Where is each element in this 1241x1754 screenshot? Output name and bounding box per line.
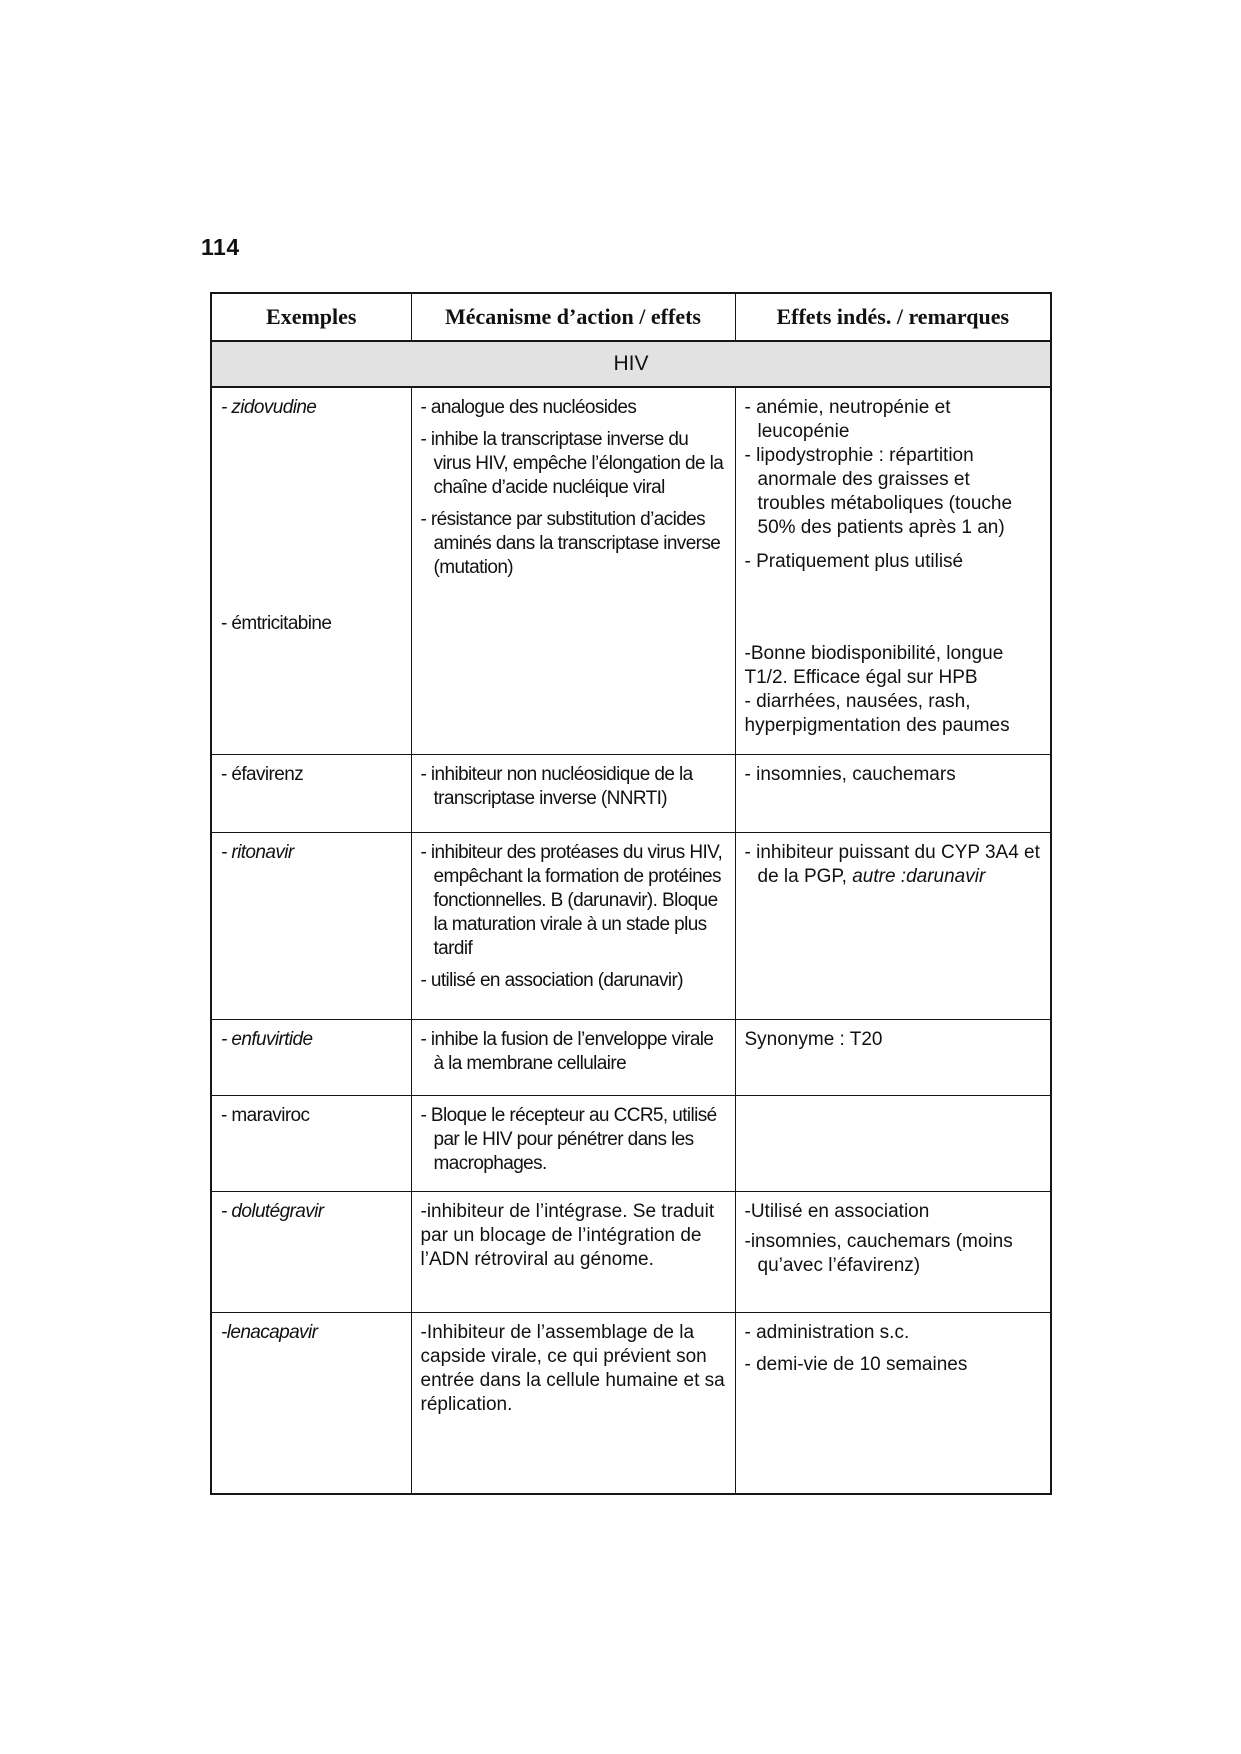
mechanism-cell: [411, 754, 735, 832]
examples-cell: [211, 1312, 411, 1494]
drug-name: [221, 763, 403, 787]
effect-item: [745, 1200, 1043, 1224]
text-segment: - dolutégravir: [221, 1200, 324, 1222]
drug-name: [221, 396, 403, 420]
text-segment: Synonyme : T20: [744, 1028, 883, 1050]
text-segment: - inhibiteur non nucléosidique de la transcriptase inverse (NNRTI): [420, 763, 693, 809]
column-header-exemples: Exemples: [211, 293, 411, 341]
text-segment: - résistance par substitution d’acides aminés dans la transcriptase inverse (mutation): [420, 509, 721, 578]
text-segment: - ritonavir: [221, 841, 294, 863]
effects-cell: [735, 1095, 1051, 1191]
mechanism-cell: [411, 832, 735, 1019]
text-segment: - diarrhées, nausées, rash, hyperpigmentation des paumes: [744, 691, 1010, 736]
mechanism-cell: [411, 1019, 735, 1095]
text-segment: -lenacapavir: [221, 1321, 318, 1343]
effect-item: [745, 690, 1043, 738]
drug-name: [221, 841, 403, 865]
drug-name: [221, 1104, 403, 1128]
examples-cell: [211, 387, 411, 754]
table-row-ritonavir: [211, 832, 1051, 1019]
mechanism-item: [421, 1028, 727, 1076]
effect-item: [745, 1321, 1043, 1345]
mechanism-cell: [411, 1191, 735, 1312]
text-segment: - inhibiteur puissant du CYP 3A4 et de la PGP,: [744, 841, 1040, 887]
column-header-mecanisme: Mécanisme d’action / effets: [411, 293, 735, 341]
text-segment: - lipodystrophie : répartition anormale des graisses et troubles métaboliques (touche 50% des patients après 1 an): [744, 445, 1013, 538]
text-segment: - Bloque le récepteur au CCR5, utilisé par le HIV pour pénétrer dans les macrophages.: [420, 1104, 717, 1174]
mechanism-item: [421, 508, 727, 580]
text-segment: -Bonne biodisponibilité, longue T1/2. Efficace égal sur HPB: [744, 643, 1004, 688]
text-segment: - demi-vie de 10 semaines: [744, 1353, 968, 1375]
text-segment: - analogue des nucléosides: [420, 397, 637, 418]
text-segment: - enfuvirtide: [221, 1028, 313, 1050]
hiv-drug-table: [210, 292, 1052, 1495]
mechanism-cell: [411, 387, 735, 754]
column-header-effets: Effets indés. / remarques: [735, 293, 1051, 341]
effects-cell: [735, 1019, 1051, 1095]
effect-item: [745, 1353, 1043, 1377]
section-title-hiv: HIV: [211, 341, 1051, 387]
examples-cell: [211, 1019, 411, 1095]
text-segment: - inhibiteur des protéases du virus HIV, empêchant la formation de protéines fonctionnelles. B (darunavir). Bloque la maturation virale à un stade plus tardif: [420, 841, 723, 959]
mechanism-item: [421, 841, 727, 961]
examples-cell: [211, 754, 411, 832]
text-segment: -Utilisé en association: [744, 1200, 930, 1222]
mechanism-item: [421, 763, 727, 811]
effects-cell: [735, 387, 1051, 754]
mechanism-item: [421, 396, 727, 420]
text-segment: -Inhibiteur de l’assemblage de la capside virale, ce qui prévient son entrée dans la cellule humaine et sa réplication.: [420, 1321, 725, 1415]
mechanism-item: [421, 428, 727, 500]
text-segment: - émtricitabine: [221, 613, 332, 634]
effect-item: [745, 444, 1043, 540]
text-segment: - zidovudine: [221, 397, 317, 418]
text-segment: - Pratiquement plus utilisé: [744, 551, 964, 572]
effect-item: [745, 763, 1043, 787]
drug-name: [221, 612, 403, 636]
text-segment: - inhibe la transcriptase inverse du virus HIV, empêche l’élongation de la chaîne d’acide nucléique viral: [420, 429, 724, 498]
text-segment: autre :darunavir: [852, 865, 986, 887]
mechanism-item: [421, 969, 727, 993]
examples-cell: [211, 832, 411, 1019]
text-segment: - éfavirenz: [221, 763, 304, 785]
header-row: [211, 293, 1051, 341]
table-header: [211, 293, 1051, 387]
drug-name: [221, 1028, 403, 1052]
drug-name: [221, 1200, 403, 1224]
effects-cell: [735, 754, 1051, 832]
mechanism-item: [421, 1104, 727, 1176]
effect-item: [745, 841, 1043, 889]
text-segment: - administration s.c.: [744, 1321, 910, 1343]
effect-item: [745, 1028, 1043, 1052]
mechanism-cell: [411, 1095, 735, 1191]
text-segment: - utilisé en association (darunavir): [420, 969, 683, 991]
effect-item: [745, 642, 1043, 690]
text-segment: - maraviroc: [221, 1104, 310, 1126]
effect-item: [745, 396, 1043, 444]
section-row: [211, 341, 1051, 387]
mechanism-cell: [411, 1312, 735, 1494]
examples-cell: [211, 1191, 411, 1312]
table-row-lenacapavir: [211, 1312, 1051, 1494]
examples-cell: [211, 1095, 411, 1191]
effect-item: [745, 550, 1043, 574]
effects-cell: [735, 832, 1051, 1019]
drug-name: [221, 1321, 403, 1345]
text-segment: - anémie, neutropénie et leucopénie: [744, 397, 951, 442]
text-segment: -inhibiteur de l’intégrase. Se traduit par un blocage de l’intégration de l’ADN rétroviral au génome.: [420, 1200, 715, 1270]
table-row-efavirenz: [211, 754, 1051, 832]
effects-cell: [735, 1312, 1051, 1494]
mechanism-item: [421, 1200, 727, 1272]
page-number: 114: [201, 234, 240, 260]
text-segment: - insomnies, cauchemars: [744, 763, 956, 785]
table-row-zidovudine-emtricitabine: [211, 387, 1051, 754]
table-row-dolutegravir: [211, 1191, 1051, 1312]
table-body: [211, 387, 1051, 1494]
text-segment: -insomnies, cauchemars (moins qu’avec l’éfavirenz): [744, 1230, 1013, 1276]
effect-item: [745, 1230, 1043, 1278]
table-row-enfuvirtide: [211, 1019, 1051, 1095]
text-segment: - inhibe la fusion de l’enveloppe virale à la membrane cellulaire: [420, 1028, 714, 1074]
table-row-maraviroc: [211, 1095, 1051, 1191]
effects-cell: [735, 1191, 1051, 1312]
mechanism-item: [421, 1321, 727, 1417]
